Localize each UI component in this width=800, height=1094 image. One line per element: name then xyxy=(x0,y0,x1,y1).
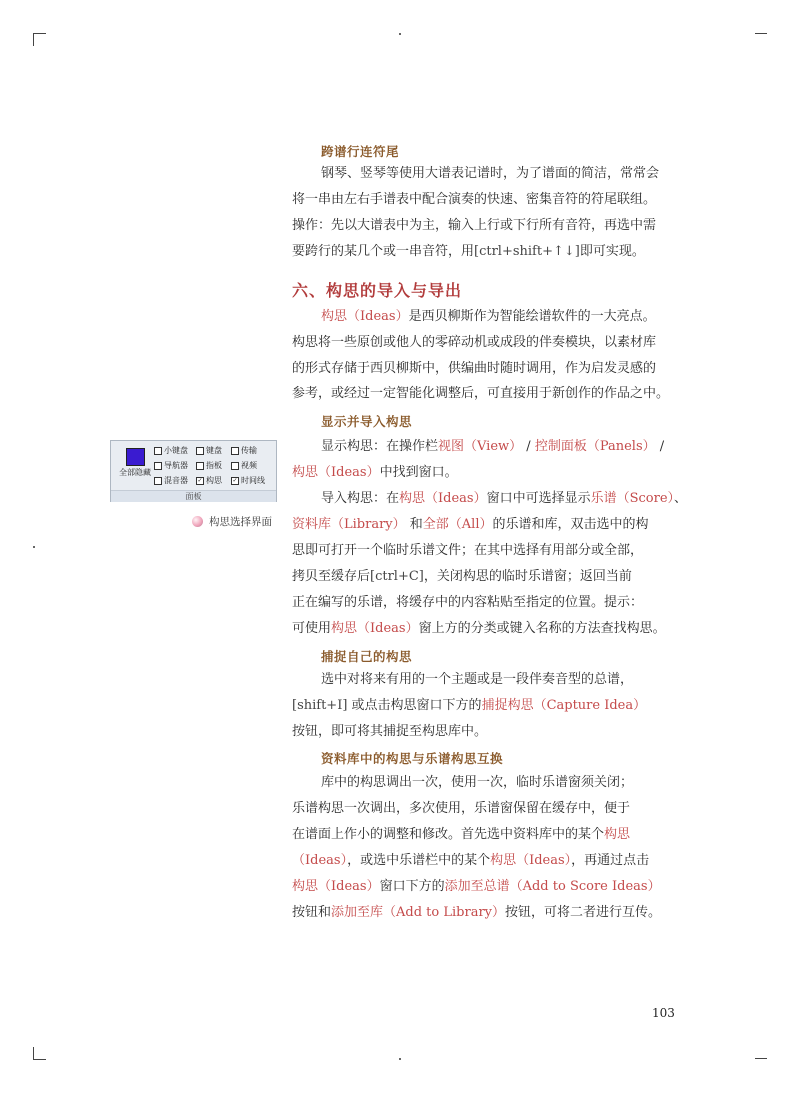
registration-dot-top xyxy=(399,33,401,35)
para5-line1: 选中对将来有用的一个主题或是一段伴奏音型的总谱， xyxy=(321,672,634,687)
hide-all-button[interactable]: 全部隐藏 xyxy=(116,445,151,479)
para4-line2: 资料库（Library） 和全部（All）的乐谱和库，双击选中的构 xyxy=(292,517,649,532)
para1-line1: 钢琴、竖琴等使用大谱表记谱时，为了谱面的简洁，常常会 xyxy=(321,166,660,181)
para6-line5: 构思（Ideas）窗口下方的添加至总谱（Add to Score Ideas） xyxy=(292,879,661,894)
para5-line3: 按钮，即可将其捕捉至构思库中。 xyxy=(292,724,488,739)
para1-line3: 操作：先以大谱表中为主，输入上行或下行所有音符，再选中需 xyxy=(292,218,657,233)
para4-line4: 拷贝至缓存后[ctrl+C]，关闭构思的临时乐谱窗；返回当前 xyxy=(292,569,632,584)
page-number: 103 xyxy=(652,1006,675,1020)
para2-line2: 构思将一些原创或他人的零碎动机或成段的伴奏模块，以素材库 xyxy=(292,335,657,350)
para3-line2: 构思（Ideas）中找到窗口。 xyxy=(292,465,458,480)
crop-mark-top-right xyxy=(755,33,767,34)
para2-line3: 的形式存储于西贝柳斯中，供编曲时随时调用，作为启发灵感的 xyxy=(292,361,657,376)
para6-line2: 乐谱构思一次调出，多次使用，乐谱窗保留在缓存中，便于 xyxy=(292,801,631,816)
para6-line6: 按钮和添加至库（Add to Library）按钮，可将二者进行互传。 xyxy=(292,905,662,920)
para6-line3: 在谱面上作小的调整和修改。首先选中资料库中的某个构思 xyxy=(292,827,631,842)
para2-line4: 参考，或经过一定智能化调整后，可直接用于新创作的作品之中。 xyxy=(292,386,670,401)
crop-mark-bottom-left xyxy=(33,1047,46,1060)
subhead-cross-staff: 跨谱行连符尾 xyxy=(321,144,400,159)
bullet-ball-icon xyxy=(192,516,203,527)
subhead-capture: 捕捉自己的构思 xyxy=(321,649,413,664)
crop-mark-bottom-right xyxy=(755,1058,767,1059)
checkbox-video[interactable]: 视频 xyxy=(231,460,257,471)
checkbox-navigator[interactable]: 导航器 xyxy=(154,460,188,471)
para6-line4: （Ideas），或选中乐谱栏中的某个构思（Ideas），再通过点击 xyxy=(292,853,650,868)
checkbox-fretboard[interactable]: 指板 xyxy=(196,460,222,471)
check-icon: ✓ xyxy=(232,476,238,484)
checkbox-timeline[interactable]: ✓ 时间线 xyxy=(232,476,265,485)
para5-line2: [shift+I] 或点击构思窗口下方的捕捉构思（Capture Idea） xyxy=(292,698,647,713)
crop-mark-top-left xyxy=(33,33,46,46)
checkbox-keypad[interactable]: 小键盘 xyxy=(154,445,188,456)
registration-dot-bottom xyxy=(399,1058,401,1060)
hide-all-swatch-icon xyxy=(126,448,145,466)
subhead-library-swap: 资料库中的构思与乐谱构思互换 xyxy=(321,751,504,766)
shortcut-cross-staff: [ctrl+shift+↑↓] xyxy=(474,244,580,259)
shortcut-capture: [shift+I] xyxy=(292,698,348,713)
registration-dot-left xyxy=(33,546,35,548)
para3-line1: 显示构思：在操作栏视图（View） / 控制面板（Panels） / xyxy=(321,439,665,454)
panels-footer-label: 面板 xyxy=(111,490,276,502)
para4-line6: 可使用构思（Ideas）窗上方的分类或键入名称的方法查找构思。 xyxy=(292,621,666,636)
checkbox-ideas[interactable]: ✓ 构思 xyxy=(197,476,222,485)
checkbox-keyboard[interactable]: 键盘 xyxy=(196,445,222,456)
checkbox-transport[interactable]: 传输 xyxy=(231,445,257,456)
figure-caption: 构思选择界面 xyxy=(192,514,272,529)
para1-line4: 要跨行的某几个或一串音符，用[ctrl+shift+↑↓]即可实现。 xyxy=(292,244,645,259)
para2-line1: 构思（Ideas）是西贝柳斯作为智能绘谱软件的一大亮点。 xyxy=(321,309,656,324)
para1-line2: 将一串由左右手谱表中配合演奏的快速、密集音符的符尾联组。 xyxy=(292,192,657,207)
check-icon: ✓ xyxy=(197,476,203,484)
para4-line1: 导入构思：在构思（Ideas）窗口中可选择显示乐谱（Score）、 xyxy=(321,491,688,506)
panels-screenshot xyxy=(110,440,277,502)
subhead-show-import: 显示并导入构思 xyxy=(321,414,413,429)
shortcut-copy: [ctrl+C] xyxy=(370,569,424,584)
section-title: 六、构思的导入与导出 xyxy=(292,281,463,300)
checkbox-mixer[interactable]: 混音器 xyxy=(154,475,188,486)
para6-line1: 库中的构思调出一次，使用一次，临时乐谱窗须关闭； xyxy=(321,775,634,790)
para4-line3: 思即可打开一个临时乐谱文件；在其中选择有用部分或全部， xyxy=(292,543,644,558)
para4-line5: 正在编写的乐谱，将缓存中的内容粘贴至指定的位置。提示： xyxy=(292,595,644,610)
